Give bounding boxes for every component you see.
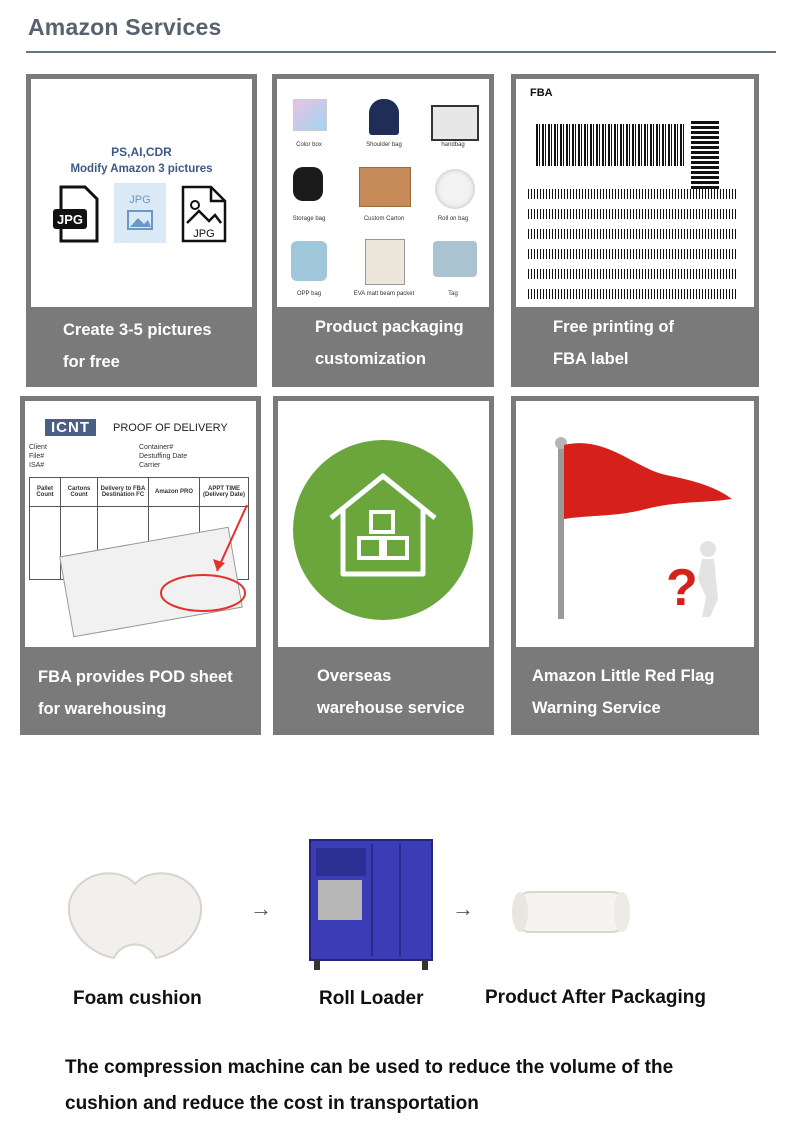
jpg-file-icon (51, 185, 103, 243)
caption-line-2: Warning Service (532, 699, 661, 717)
packaging-label: Shoulder bag (366, 142, 402, 148)
svg-text:JPG: JPG (56, 212, 84, 227)
warehouse-image (278, 401, 489, 647)
shoulder-bag-image (369, 99, 399, 135)
note-line-2: cushion and reduce the cost in transportation (65, 1093, 479, 1114)
packaging-label: Roll on bag (437, 216, 469, 222)
caption-line-1: Free printing of (553, 318, 674, 336)
caption-line-1: Amazon Little Red Flag (532, 667, 715, 685)
barcode-main (536, 124, 686, 166)
eva-packet-image (365, 239, 405, 285)
roll-on-bag-image (435, 169, 475, 209)
card-caption (511, 660, 759, 735)
fba-label-image (516, 79, 754, 307)
custom-carton-image (359, 167, 411, 207)
pictures-image (31, 79, 252, 307)
service-card-red-flag (511, 396, 759, 735)
step-label-product-after-packaging: Product After Packaging (485, 987, 707, 1008)
pod-title: PROOF OF DELIVERY (113, 422, 228, 434)
svg-text:JPG: JPG (193, 228, 215, 240)
section-title: Amazon Services (28, 14, 222, 40)
image-file-icon (114, 183, 166, 243)
service-card-pod (20, 396, 261, 735)
caption-line-2: customization (315, 350, 426, 368)
red-flag-image (516, 401, 754, 647)
pod-sheet-image (25, 401, 256, 647)
formats-label: PS,AI,CDR (111, 145, 172, 159)
pictures-subtitle: Modify Amazon 3 pictures (70, 163, 213, 175)
icnt-logo: ICNT (45, 419, 96, 436)
packaged-product-image (508, 886, 634, 938)
card-caption (26, 314, 257, 387)
caption-line-1: Create 3-5 pictures (63, 321, 212, 339)
fba-label-heading: FBA (530, 87, 553, 99)
header-divider (26, 51, 776, 53)
card-caption (273, 660, 494, 735)
card-caption (272, 311, 494, 387)
packaging-label: Custom Carton (363, 216, 405, 222)
handbag-image (431, 105, 479, 141)
pod-table: Pallet Count Cartons Count Delivery to FBA Destination FC Amazon PRO APPT TIME (Delivery Date) (29, 477, 249, 580)
caption-line-2: for free (63, 353, 120, 371)
pod-fields-right: Container# Destuffing Date Carrier (139, 444, 188, 469)
note-line-1: The compression machine can be used to reduce the volume of the (65, 1057, 674, 1078)
caption-line-1: Product packaging (315, 318, 464, 336)
caption-line-2: warehouse service (317, 699, 465, 717)
service-card-fba-label (511, 74, 759, 387)
color-box-image (293, 99, 327, 131)
svg-text:JPG: JPG (129, 194, 151, 206)
card-caption (511, 311, 759, 387)
red-circle-annotation (155, 501, 255, 621)
barcode-2d (691, 119, 719, 189)
foam-cushion-image (60, 860, 210, 970)
tag-image (433, 241, 477, 277)
packaging-image (277, 79, 489, 307)
compression-note (65, 1050, 765, 1122)
arrow-icon: → (452, 896, 474, 921)
caption-line-1: FBA provides POD sheet (38, 668, 233, 686)
section-header (28, 14, 776, 41)
caption-line-1: Overseas (317, 667, 392, 685)
service-card-warehouse (273, 396, 494, 735)
packaging-label: Storage bag (292, 216, 326, 222)
packaging-label: handbag (441, 142, 465, 148)
jpg-image-icon (181, 185, 227, 243)
step-label-roll-loader: Roll Loader (319, 988, 424, 1009)
packaging-label: OPP bag (296, 291, 322, 297)
service-card-packaging (272, 74, 494, 387)
opp-bag-image (291, 241, 327, 281)
packaging-label: EVA matt beam packet (353, 291, 415, 297)
step-label-foam-cushion: Foam cushion (73, 988, 202, 1009)
packaging-label: Tag (448, 291, 458, 297)
caption-line-2: for warehousing (38, 700, 167, 718)
packaging-label: Color box (296, 142, 322, 148)
barcode-row (528, 189, 738, 299)
pod-fields-left: Client File# ISA# (29, 444, 47, 469)
roll-loader-machine-image (306, 838, 436, 972)
svg-text:?: ? (666, 559, 698, 617)
red-flag-icon (546, 429, 736, 629)
service-card-pictures (26, 74, 257, 387)
storage-bag-image (293, 167, 323, 201)
card-caption (20, 661, 261, 735)
warehouse-icon (291, 438, 475, 622)
arrow-icon: → (250, 896, 272, 921)
caption-line-2: FBA label (553, 350, 629, 368)
